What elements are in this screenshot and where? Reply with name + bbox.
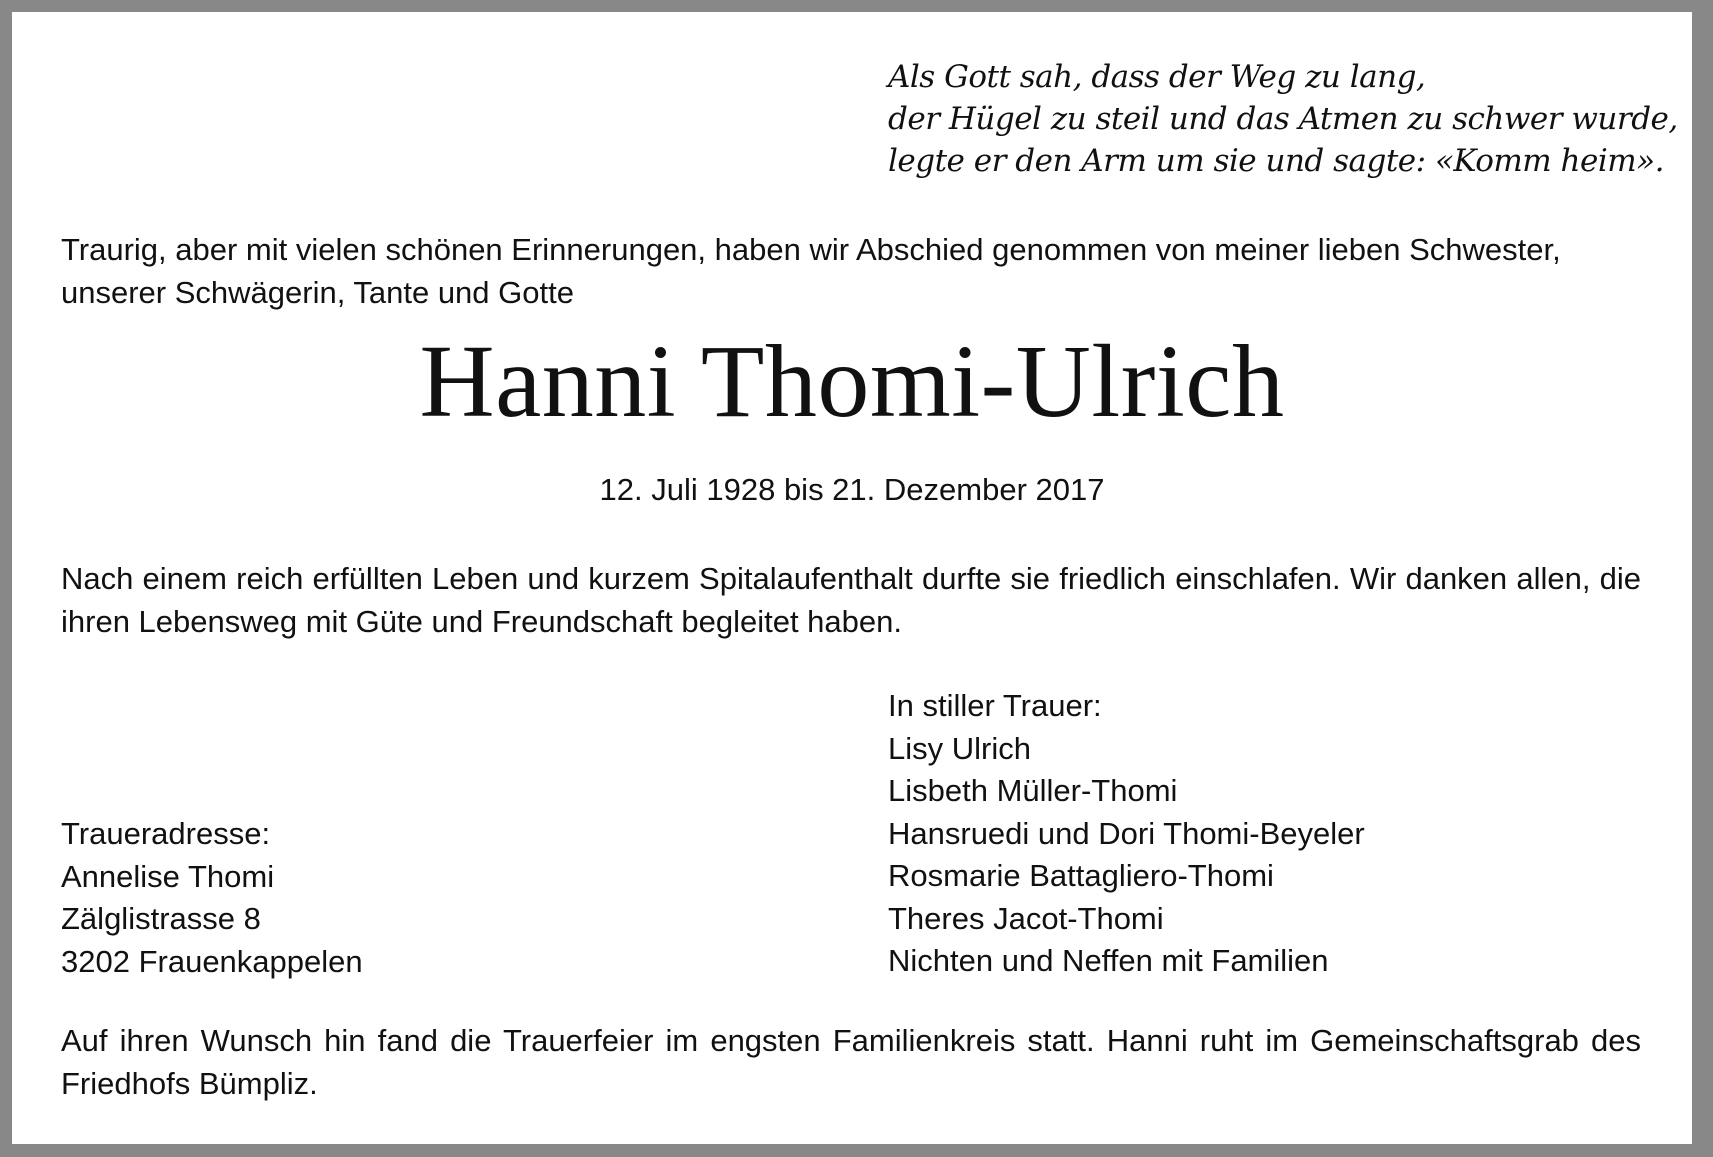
address-heading: Traueradresse: bbox=[61, 816, 271, 851]
mourner-name: Theres Jacot-Thomi bbox=[888, 900, 1164, 936]
address-city: 3202 Frauenkappelen bbox=[61, 943, 363, 979]
mourner-name: Nichten und Neffen mit Familien bbox=[888, 943, 1329, 978]
life-dates: 12. Juli 1928 bis 21. Dezember 2017 bbox=[599, 472, 1105, 507]
mourners-list bbox=[888, 685, 1365, 983]
motto-verse bbox=[888, 56, 1678, 182]
motto-line: Als Gott sah, dass der Weg zu lang, bbox=[888, 59, 1426, 95]
address-name: Annelise Thomi bbox=[61, 858, 275, 894]
mourning-address bbox=[61, 813, 363, 983]
mourner-name: Lisy Ulrich bbox=[888, 730, 1031, 766]
tribute-text: Nach einem reich erfüllten Leben und kurzem Spitalaufenthalt durfte sie friedlich einschlafen. Wir danken allen, die ihren Lebensweg mit Güte und Freundschaft begleitet haben. bbox=[61, 561, 1641, 639]
intro-line: Traurig, aber mit vielen schönen Erinnerungen, haben wir Abschied genommen von meiner lieben Schwester, bbox=[61, 232, 1561, 267]
closing-text: Auf ihren Wunsch hin fand die Trauerfeier im engsten Familienkreis statt. Hanni ruht im Gemeinschaftsgrab des Friedhofs Bümpliz. bbox=[61, 1023, 1641, 1101]
intro-text bbox=[61, 228, 1641, 314]
deceased-name: Hanni Thomi-Ulrich bbox=[419, 324, 1285, 439]
mourner-name: Lisbeth Müller-Thomi bbox=[888, 773, 1178, 808]
motto-line: der Hügel zu steil und das Atmen zu schwer wurde, bbox=[888, 101, 1678, 137]
intro-line: unserer Schwägerin, Tante und Gotte bbox=[61, 275, 574, 310]
mourners-heading: In stiller Trauer: bbox=[888, 688, 1102, 723]
motto-line: legte er den Arm um sie und sagte: «Komm heim». bbox=[888, 143, 1664, 179]
mourner-name: Rosmarie Battagliero-Thomi bbox=[888, 858, 1274, 893]
address-street: Zälglistrasse 8 bbox=[61, 901, 261, 936]
mourner-name: Hansruedi und Dori Thomi-Beyeler bbox=[888, 815, 1365, 851]
obituary-card bbox=[12, 12, 1692, 1144]
